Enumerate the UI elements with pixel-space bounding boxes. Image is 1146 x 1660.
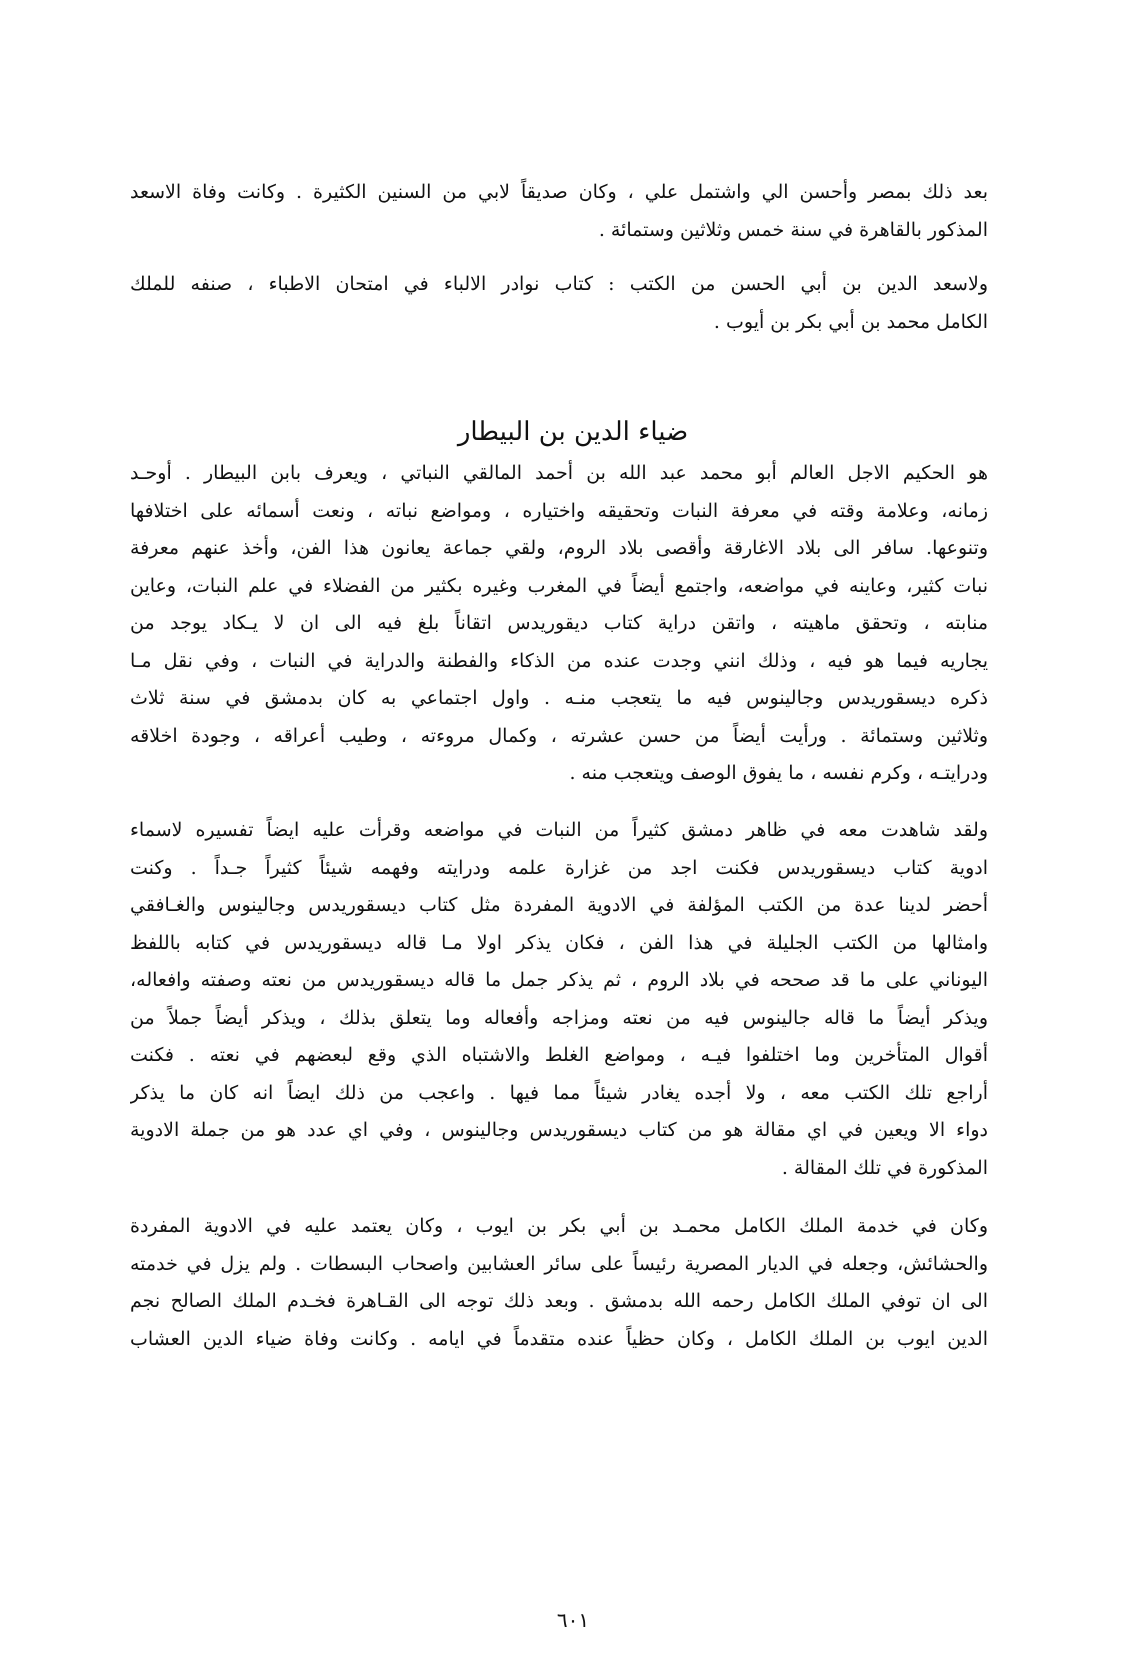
text-line: الى ان توفي الملك الكامل رحمه الله بدمشق . وبعد ذلك توجه الى القـاهرة فخـدم الملك الصالح نجم (130, 1290, 988, 1312)
text-line: وكان في خدمة الملك الكامل محمـد بن أبي بكر بن ايوب ، وكان يعتمد عليه في الادوية المفردة (130, 1215, 988, 1237)
text-line: منابته ، وتحقق ماهيته ، واتقن دراية كتاب ديقوريدس اتقاناً بلغ فيه الى ان لا يـكاد يوجد من (130, 612, 988, 634)
paragraph-damascus-study (130, 812, 988, 1187)
text-line: وامثالها من الكتب الجليلة في هذا الفن ، فكان يذكر اولا مـا قاله ديسقوريدس في كتابه باللفظ (130, 931, 988, 954)
paragraph-asad-books (130, 266, 988, 341)
text-line: ويذكر أيضاً ما قاله جالينوس فيه من نعته ومزاجه وأفعاله وما يتعلق بذلك ، ويذكر أيضاً جملاً من (130, 1006, 988, 1029)
text-line: المذكور بالقاهرة في سنة خمس وثلاثين وستمائة . (598, 218, 988, 241)
text-line: الدين ايوب بن الملك الكامل ، وكان حظياً عنده متقدماً في ايامه . وكانت وفاة ضياء الدين العشاب (130, 1327, 988, 1350)
text-line: هو الحكيم الاجل العالم أبو محمد عبد الله بن أحمد المالقي النباتي ، ويعرف بابن البيطار . أوحـد (130, 462, 988, 484)
text-line: ودرايتـه ، وكرم نفسه ، ما يفوق الوصف ويتعجب منه . (569, 762, 988, 784)
paragraph-ibn-baytar-bio (130, 455, 988, 793)
text-line: ذكره ديسقوريدس وجالينوس فيه ما يتعجب منـه . واول اجتماعي به كان بدمشق في سنة ثلاث (130, 687, 988, 709)
text-line: دواء الا ويعين في اي مقالة هو من كتاب ديسقوريدس وجالينوس ، وفي اي عدد هو من جملة الادوية (130, 1119, 988, 1141)
text-line: المذكورة في تلك المقالة . (781, 1156, 988, 1179)
text-line: نبات كثير، وعاينه في مواضعه، واجتمع أيضاً في المغرب وغيره بكثير من الفضلاء في علم النبات، وعاين (130, 574, 988, 597)
page-number: ٦٠١ (556, 1608, 590, 1632)
text-line: زمانه، وعلامة وقته في معرفة النبات وتحقيقه واختياره ، ومواضع نباته ، ونعت أسمائه على اختلافها (130, 499, 988, 522)
text-line: بعد ذلك بمصر وأحسن الي واشتمل علي ، وكان صديقاً لابي من السنين الكثيرة . وكانت وفاة الاسعد (130, 181, 988, 203)
text-line: ولاسعد الدين بن أبي الحسن من الكتب : كتاب نوادر الالباء في امتحان الاطباء ، صنفه للملك (130, 273, 988, 295)
text-line: أراجع تلك الكتب معه ، ولا أجده يغادر شيئاً مما فيها . واعجب من ذلك ايضاً انه كان ما يذكر (130, 1081, 988, 1104)
text-line: ادوية كتاب ديسقوريدس فكنت اجد من غزارة علمه ودرايته وفهمه شيئاً كثيراً جـداً . وكنت (130, 856, 988, 879)
paragraph-royal-service (130, 1208, 988, 1358)
text-line: ولقد شاهدت معه في ظاهر دمشق كثيراً من النبات في مواضعه وقرأت عليه ايضاً تفسيره لاسماء (130, 819, 988, 841)
text-line: أقوال المتأخرين وما اختلفوا فيـه ، ومواضع الغلط والاشتباه الذي وقع لبعضهم في نعته . فكنت (130, 1044, 988, 1066)
paragraph-asad-death (130, 174, 988, 249)
text-line: أحضر لدينا عدة من الكتب المؤلفة في الادوية المفردة مثل كتاب ديسقوريدس وجالينوس والغـافقي (130, 894, 988, 916)
text-line: الكامل محمد بن أبي بكر بن أيوب . (713, 310, 988, 333)
text-line: وثلاثين وستمائة . ورأيت أيضاً من حسن عشرته ، وكمال مروءته ، وطيب أعراقه ، وجودة اخلاقه (130, 724, 988, 747)
section-heading: ضياء الدين بن البيطار (457, 417, 689, 447)
text-line: والحشائش، وجعله في الديار المصرية رئيساً على سائر العشابين واصحاب البسطات . ولم يزل في خدمته (130, 1252, 988, 1275)
text-line: وتنوعها. سافر الى بلاد الاغارقة وأقصى بلاد الروم، ولقي جماعة يعانون هذا الفن، وأخذ عنهم معرفة (130, 537, 988, 559)
text-line: اليوناني على ما قد صححه في بلاد الروم ، ثم يذكر جمل ما قاله ديسقوريدس من نعته وصفته وافعاله، (130, 969, 988, 991)
text-line: يجاريه فيما هو فيه ، وذلك انني وجدت عنده من الذكاء والفطنة والدراية في النبات ، وفي نقل مـا (130, 649, 988, 672)
